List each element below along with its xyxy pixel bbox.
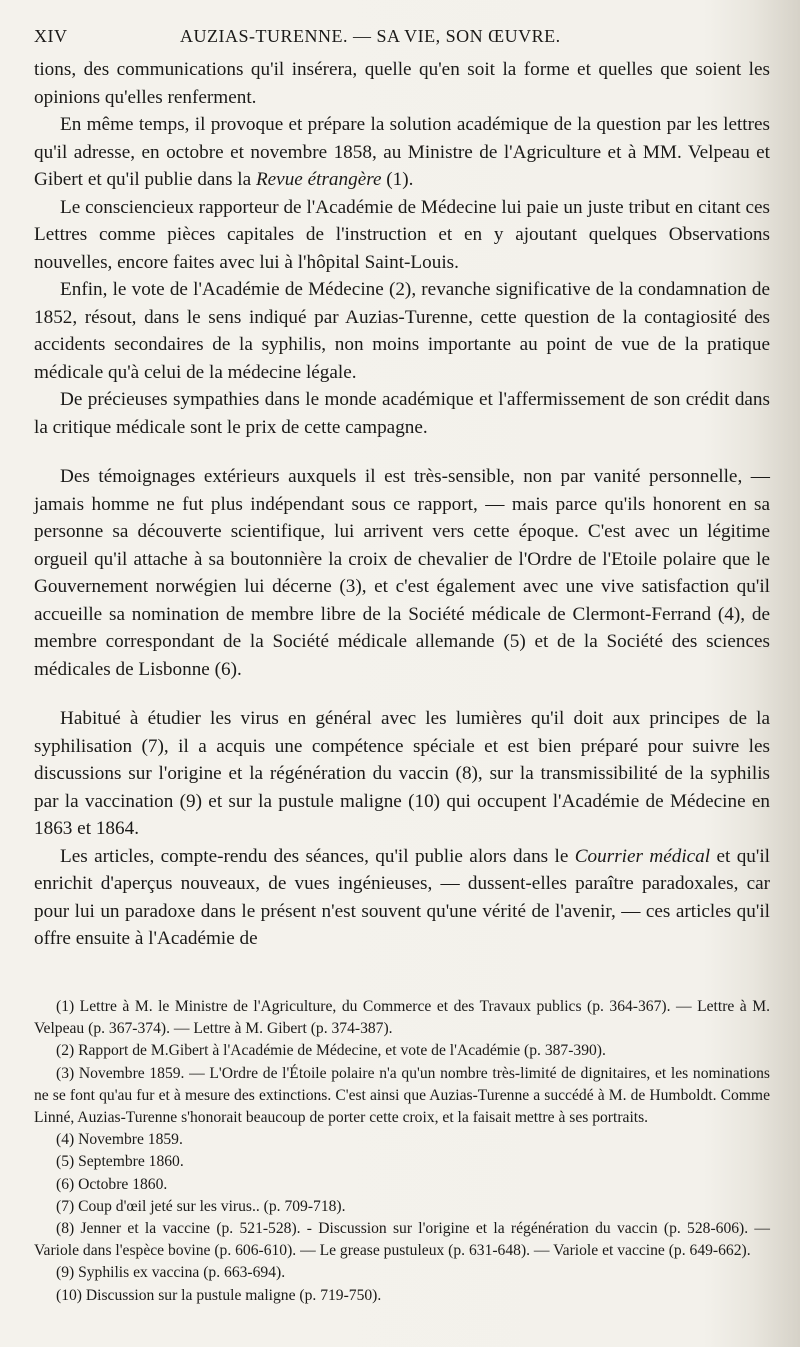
paragraph-4: Enfin, le vote de l'Académie de Médecine (2), revanche significative de la condamnation de 1852, résout, dans le sens indiqué par Auzias-Turenne, cette question de la contagiosité des accidents secondaires de la syphilis, non moins importante au point de vue de la pratique médicale qu'à celui de la médecine légale. [34, 279, 770, 383]
footnote-2: (2) Rapport de M.Gibert à l'Académie de Médecine, et vote de l'Académie (p. 387-390). [56, 1042, 606, 1060]
footnote-8: (8) Jenner et la vaccine (p. 521-528). - Discussion sur l'origine et la régénération du vaccin (p. 528-606). — Variole dans l'espèce bovine (p. 606-610). — Le grease pustuleux (p. 631-648). — Variole et vaccine (p. 649-662). [34, 1220, 770, 1260]
footnote-5: (5) Septembre 1860. [56, 1153, 184, 1171]
main-text [34, 56, 770, 953]
paragraph-7: Habitué à étudier les virus en général avec les lumières qu'il doit aux principes de la syphilisation (7), il a acquis une compétence spéciale et est bien préparé pour suivre les discussions sur l'origine et la régénération du vaccin (8), sur la transmissibilité de la syphilis par la vaccination (9) et sur la pustule maligne (10) qui occupent l'Académie de Médecine en 1863 et 1864. [34, 708, 770, 839]
paragraph-2 [34, 111, 770, 194]
paragraph-2-text-a: En même temps, il provoque et prépare la solution académique de la question par les lettres qu'il adresse, en octobre et novembre 1858, au Ministre de l'Agriculture et à MM. Velpeau et Gibert et qu'il publie dans la [34, 114, 770, 190]
footnote-10: (10) Discussion sur la pustule maligne (p. 719-750). [56, 1286, 382, 1304]
journal-title-courrier-medical: Courrier médical [574, 845, 711, 867]
footnote-7: (7) Coup d'œil jeté sur les virus.. (p. 709-718). [56, 1197, 346, 1215]
footnote-4: (4) Novembre 1859. [56, 1131, 183, 1149]
footnotes [34, 996, 770, 1307]
footnote-1: (1) Lettre à M. le Ministre de l'Agriculture, du Commerce et des Travaux publics (p. 364-367). — Lettre à M. Velpeau (p. 367-374). — Lettre à M. Gibert (p. 374-387). [34, 998, 770, 1038]
footnote-9: (9) Syphilis ex vaccina (p. 663-694). [56, 1264, 286, 1282]
footnote-3: (3) Novembre 1859. — L'Ordre de l'Étoile polaire n'a qu'un nombre très-limité de dignitaires, et les nominations ne se font qu'au fur et à mesure des extinctions. C'est ainsi que Auzias-Turenne a succédé à M. de Humboldt. Comme Linné, Auzias-Turenne s'honorait beaucoup de porter cette croix, et la faisait mettre à ses portraits. [34, 1064, 770, 1127]
page-header [34, 26, 770, 52]
paragraph-6: Des témoignages extérieurs auxquels il est très-sensible, non par vanité personnelle, — jamais homme ne fut plus indépendant sous ce rapport, — mais parce qu'ils honorent en sa personne sa découverte scientifique, lui arrivent vers cette époque. C'est avec un légitime orgueil qu'il attache à sa boutonnière la croix de chevalier de l'Ordre de l'Etoile polaire que le Gouvernement norwégien lui décerne (3), et c'est également avec une vive satisfaction qu'il accueille sa nomination de membre libre de la Société médicale de Clermont-Ferrand (4), de membre correspondant de la Société médicale allemande (5) et de la Société des sciences médicales de Lisbonne (6). [34, 466, 770, 680]
paragraph-3: Le consciencieux rapporteur de l'Académie de Médecine lui paie un juste tribut en citant ces Lettres comme pièces capitales de l'instruction et en y ajoutant quelques Observations nouvelles, encore faites avec lui à l'hôpital Saint-Louis. [34, 196, 770, 273]
paragraph-5: De précieuses sympathies dans le monde académique et l'affermissement de son crédit dans la critique médicale sont le prix de cette campagne. [34, 389, 770, 438]
running-title: AUZIAS-TURENNE. — SA VIE, SON ŒUVRE. [180, 26, 561, 46]
paragraph-1: tions, des communications qu'il insérera, quelle qu'en soit la forme et quelles que soient les opinions qu'elles renferment. [34, 59, 770, 108]
paragraph-8-text-b: et qu'il enrichit d'aperçus nouveaux, de vues ingénieuses, — dussent-elles paraître paradoxales, car pour lui un paradoxe dans le présent n'est souvent qu'une vérité de l'avenir, — ces articles qu'il offre ensuite à l'Académie de [34, 845, 771, 949]
page-number: XIV [34, 26, 68, 46]
paragraph-8 [34, 843, 770, 953]
journal-title-revue-etrangere: Revue étrangère [255, 169, 382, 190]
footnote-6: (6) Octobre 1860. [56, 1175, 168, 1193]
paragraph-8-text-a: Les articles, compte-rendu des séances, qu'il publie alors dans le [60, 845, 575, 867]
paragraph-2-text-b: (1). [381, 169, 414, 190]
